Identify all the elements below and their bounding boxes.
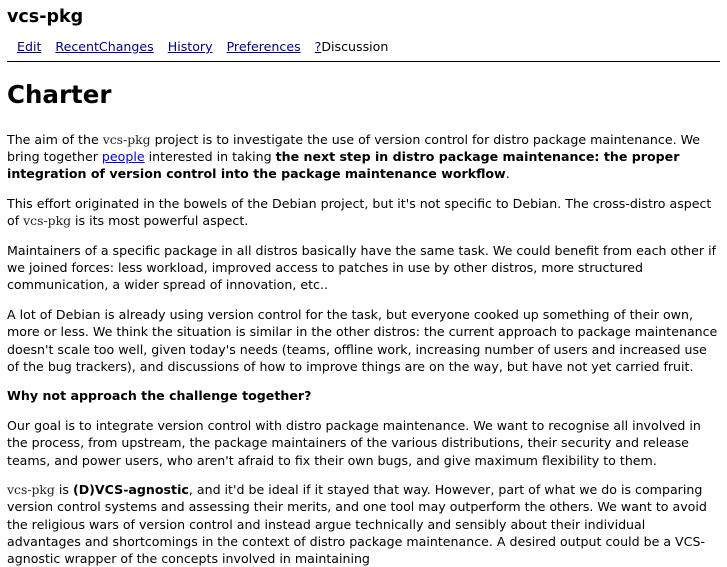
project-name-code: vcs-pkg xyxy=(7,482,55,498)
text: . xyxy=(505,166,510,182)
paragraph-aim xyxy=(7,131,720,183)
paragraph-origin xyxy=(7,195,720,229)
people-link[interactable]: people xyxy=(101,149,145,165)
edit-link[interactable]: Edit xyxy=(17,39,42,54)
history-link[interactable]: History xyxy=(167,39,213,54)
paragraph-vcs-agnostic xyxy=(7,481,720,567)
paragraph-maintainers: Maintainers of a specific package in all distros basically have the same task. We could benefit from each other if we joined forces: less workload, improved access to patches in use by other distros, more structured communication, a wider spread of innovation, etc.. xyxy=(7,243,717,293)
emphasis-text: (D)VCS-agnostic xyxy=(72,482,189,498)
header-divider xyxy=(7,61,720,62)
page-title: Charter xyxy=(7,80,112,109)
text: project is to investigate the use of version control for distro package maintenance. We bring together xyxy=(7,132,701,165)
page-actions xyxy=(17,39,720,55)
recent-changes-link[interactable]: RecentChanges xyxy=(55,39,154,54)
text: , and it'd be ideal if it stayed that way. However, part of what we do is comparing version control systems and assessing their merits, and one tool may outperform the others. We want to avoid the religious wars of version control and instead argue technically and sensibly about their individual advantages and shortcomings in the context of distro package maintenance. A desired output could be a VCS-agnostic wrapper of the concepts involved in maintaining xyxy=(7,482,707,567)
project-name-code: vcs-pkg xyxy=(23,213,72,229)
page-content xyxy=(0,81,727,567)
emphasis-text: the next step in distro package maintenance: the proper integration of version control into the package maintenance workflow xyxy=(7,149,680,182)
project-name-code: vcs-pkg xyxy=(102,132,151,147)
discussion-label: Discussion xyxy=(321,39,389,54)
page-header xyxy=(0,0,727,55)
create-discussion-link[interactable]: ? xyxy=(314,39,322,54)
site-title[interactable]: vcs-pkg xyxy=(7,7,84,27)
paragraph-goal: Our goal is to integrate version control with distro package maintenance. We want to recognise all involved in the process, from upstream, the package maintainers of the various distributions, their security and release teams, and power users, who aren't afraid to fix their own bugs, and give maximum flexibility to them. xyxy=(7,418,701,468)
preferences-link[interactable]: Preferences xyxy=(226,39,301,54)
text: interested in taking xyxy=(144,149,276,165)
text: is its most powerful aspect. xyxy=(71,213,249,229)
text: The aim of the xyxy=(7,132,103,147)
paragraph-debian-situation: A lot of Debian is already using version control for the task, but everyone cooked up something of their own, more or less. We think the situation is similar in the other distros: the current approach to package maintenance doesn't scale too well, given today's needs (teams, offline work, increasing number of users and increased use of the bug trackers), and discussions of how to improve things are on the way, but have not yet carried fruit. xyxy=(7,307,718,374)
text: is xyxy=(54,482,73,498)
section-heading: Why not approach the challenge together? xyxy=(7,388,312,404)
text: This effort originated in the bowels of the Debian project, but it's not specific to Debian. The cross-distro aspect of xyxy=(7,196,712,229)
